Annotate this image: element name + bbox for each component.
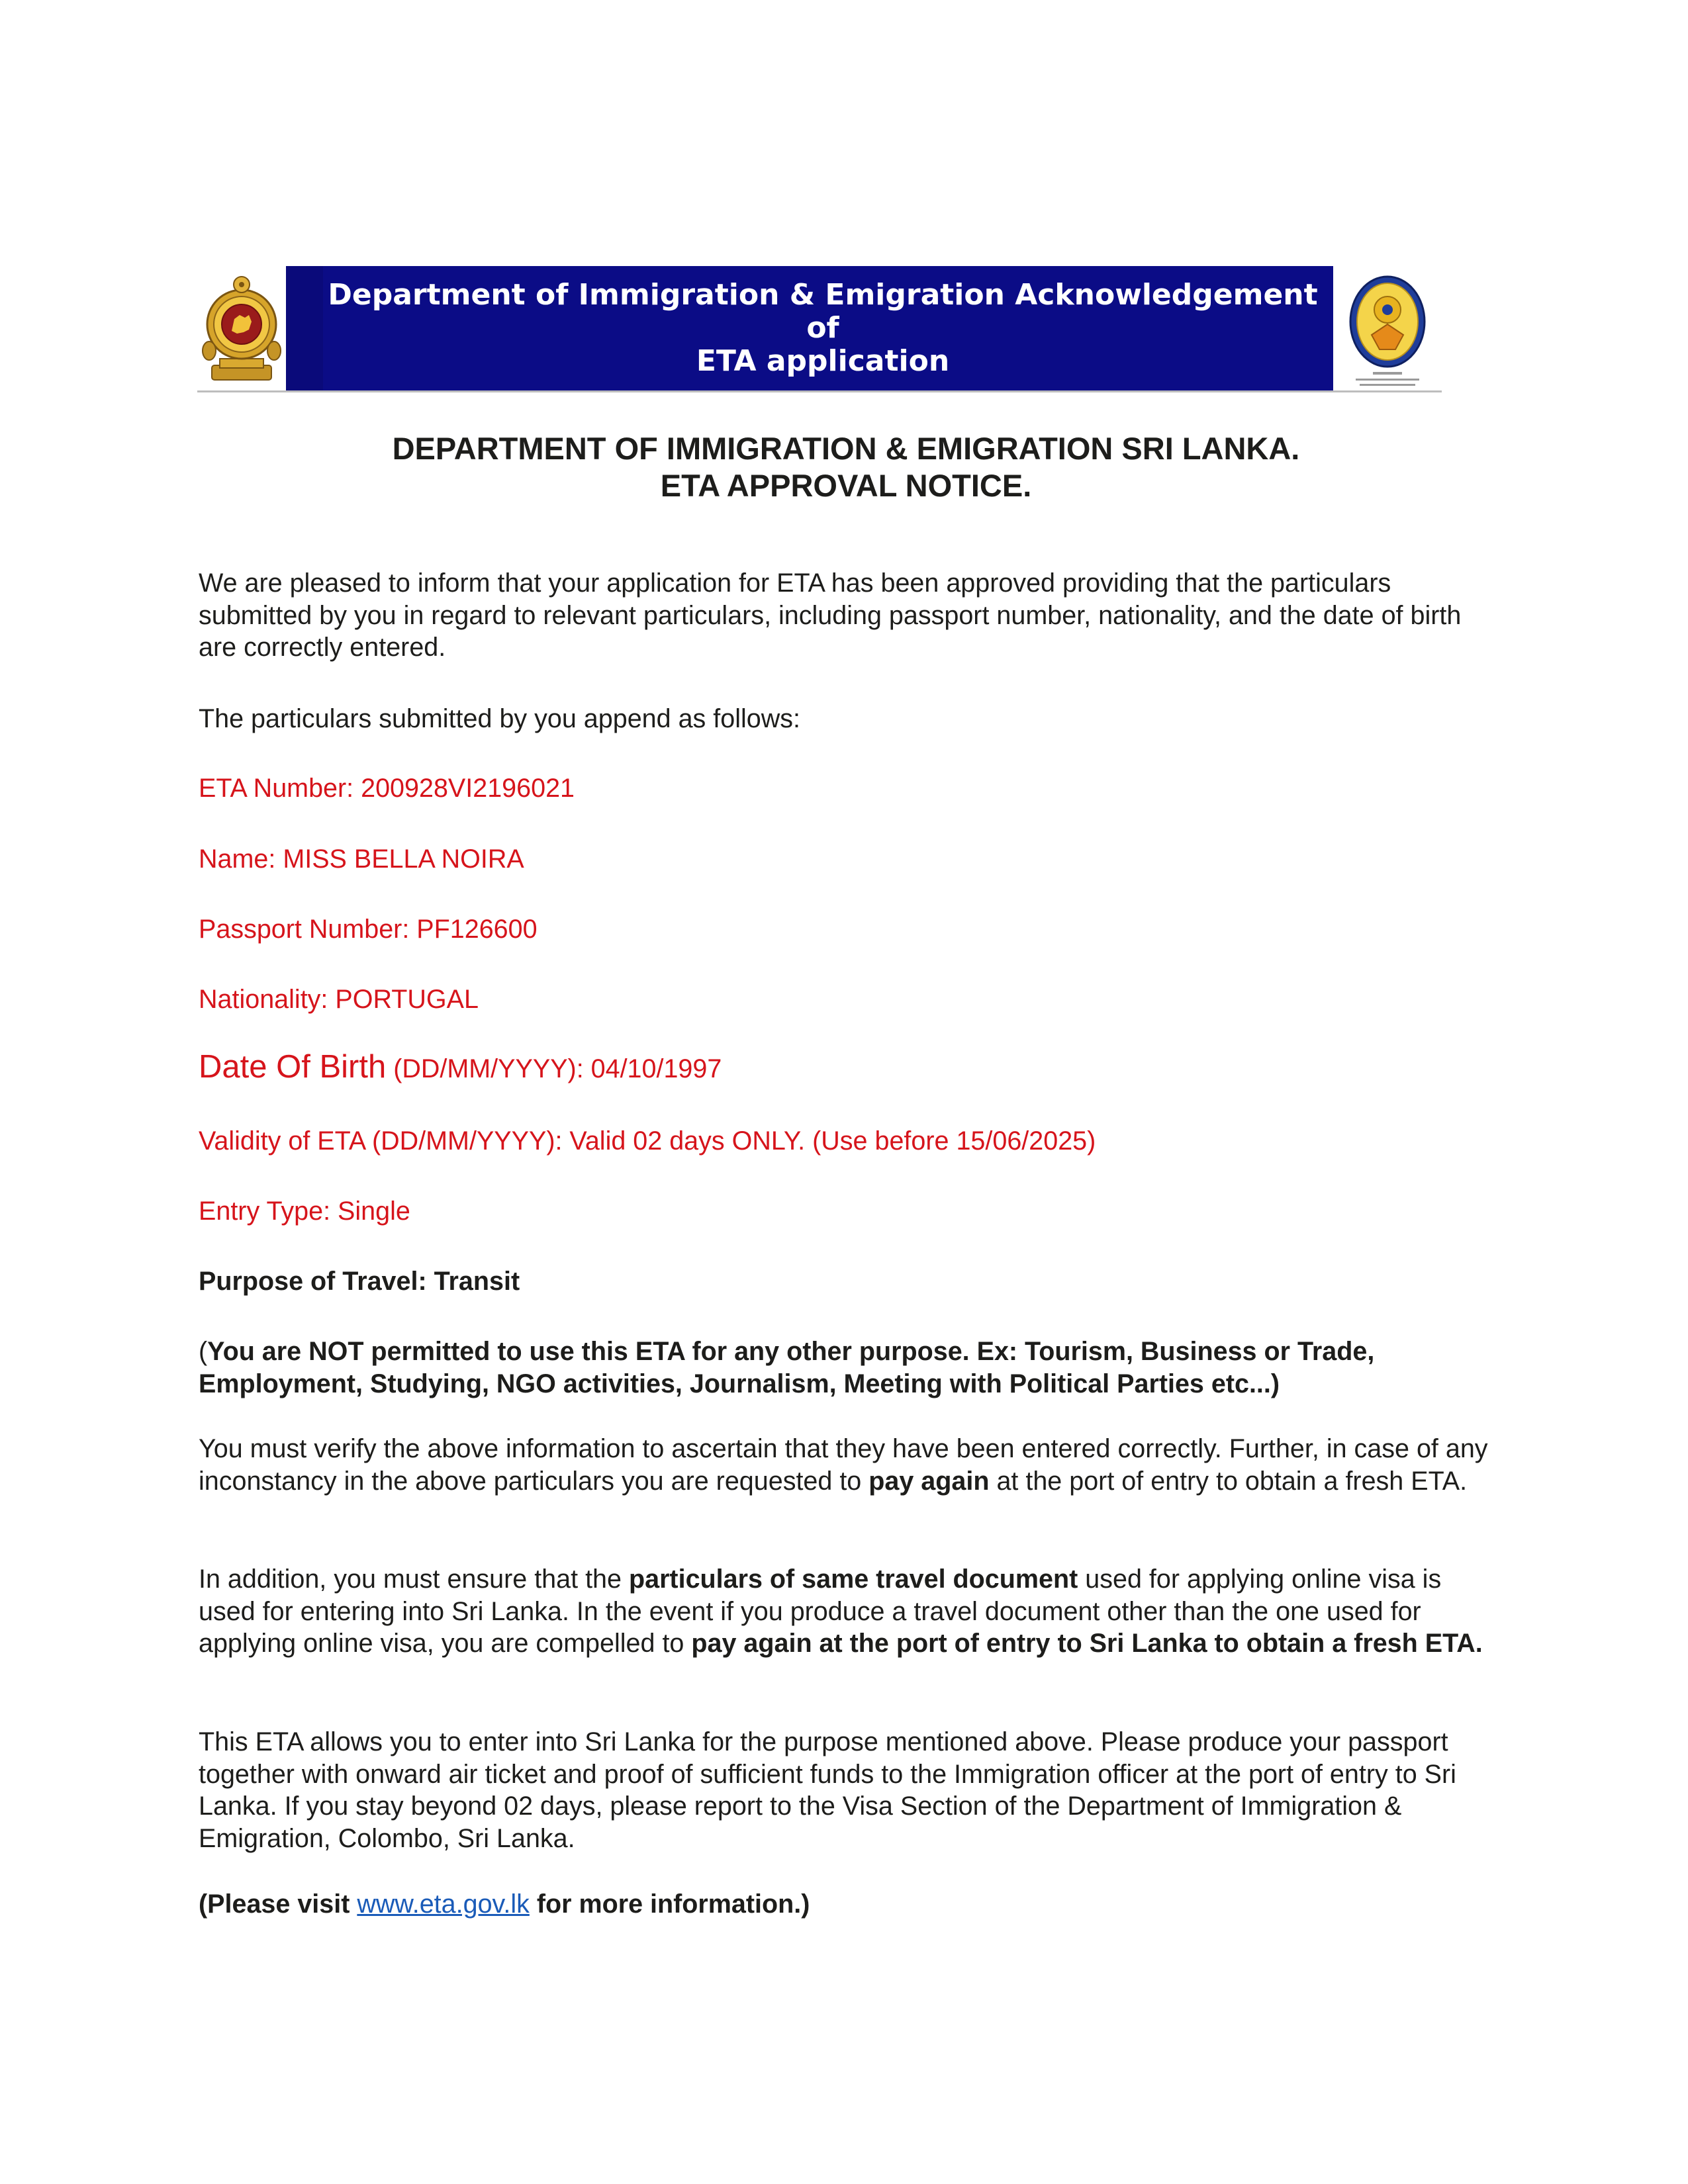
eta-number: ETA Number: 200928VI2196021 xyxy=(199,774,575,803)
eta-allows-paragraph: This ETA allows you to enter into Sri Lanka for the purpose mentioned above. Please produce your passport together with onward air ticket and proof of sufficient funds to the Immigration officer at the port of entry to Sri Lanka. If you stay beyond 02 days, please report to the Visa Section of the Department of Immigration & Emigration, Colombo, Sri Lanka. xyxy=(199,1727,1456,1853)
verify-paragraph xyxy=(199,1433,1496,1497)
date-of-birth xyxy=(199,1051,1496,1085)
notice-heading-department: DEPARTMENT OF IMMIGRATION & EMIGRATION SRI LANKA. xyxy=(392,431,1300,466)
travel-document-paragraph xyxy=(199,1563,1496,1660)
banner-title-line2: ETA application xyxy=(696,344,950,378)
restriction-text: You are NOT permitted to use this ETA for any other purpose. Ex: Tourism, Business or Trade, Employment, Studying, NGO activities, Journalism, Meeting with Political Parties etc...) xyxy=(199,1337,1375,1398)
verify-text-2: at the port of entry to obtain a fresh ETA. xyxy=(989,1466,1468,1496)
intro-paragraph: We are pleased to inform that your application for ETA has been approved providing that the particulars submitted by you in regard to relevant particulars, including passport number, nationality, and the date of birth are correctly entered. xyxy=(199,569,1462,662)
verify-text-1: You must verify the above information to ascertain that they have been entered correctly. Further, in case of any inconstancy in the above particulars you are requested to xyxy=(199,1434,1488,1496)
immigration-department-emblem-icon xyxy=(1333,266,1442,390)
visit-text-after: for more information.) xyxy=(529,1889,810,1919)
restriction-open-paren: ( xyxy=(199,1337,208,1366)
nationality: Nationality: PORTUGAL xyxy=(199,985,479,1014)
banner-divider xyxy=(197,390,1442,392)
travel-doc-text-2: used for applying online visa is used for entering into Sri Lanka. In the event if you produce a travel document other than the one used for applying online visa, you are compelled to xyxy=(199,1565,1442,1658)
applicant-name: Name: MISS BELLA NOIRA xyxy=(199,844,524,874)
notice-heading-approval: ETA APPROVAL NOTICE. xyxy=(660,468,1032,503)
travel-doc-bold-2: pay again at the port of entry to Sri Lanka to obtain a fresh ETA. xyxy=(691,1629,1483,1658)
visit-open-paren: ( xyxy=(199,1889,208,1919)
sri-lanka-emblem-icon xyxy=(197,266,286,390)
entry-type: Entry Type: Single xyxy=(199,1197,410,1226)
date-of-birth-label: Date Of Birth xyxy=(199,1049,387,1085)
banner-title xyxy=(286,279,1333,378)
visit-text-before: Please visit xyxy=(207,1889,357,1919)
visit-website-line xyxy=(199,1888,1496,1921)
restriction-notice xyxy=(199,1336,1496,1400)
travel-doc-text-1: In addition, you must ensure that the xyxy=(199,1565,629,1594)
date-of-birth-value: (DD/MM/YYYY): 04/10/1997 xyxy=(386,1054,722,1083)
verify-pay-again: pay again xyxy=(868,1466,990,1496)
header-banner xyxy=(286,266,1333,390)
eta-validity: Validity of ETA (DD/MM/YYYY): Valid 02 days ONLY. (Use before 15/06/2025) xyxy=(199,1126,1096,1156)
travel-doc-bold-1: particulars of same travel document xyxy=(628,1565,1078,1594)
passport-number: Passport Number: PF126600 xyxy=(199,915,538,944)
particulars-intro: The particulars submitted by you append as follows: xyxy=(199,704,800,733)
purpose-of-travel: Purpose of Travel: Transit xyxy=(199,1267,520,1296)
eta-website-link[interactable]: www.eta.gov.lk xyxy=(357,1889,530,1919)
banner-title-line1: Department of Immigration & Emigration Acknowledgement of xyxy=(328,278,1318,345)
